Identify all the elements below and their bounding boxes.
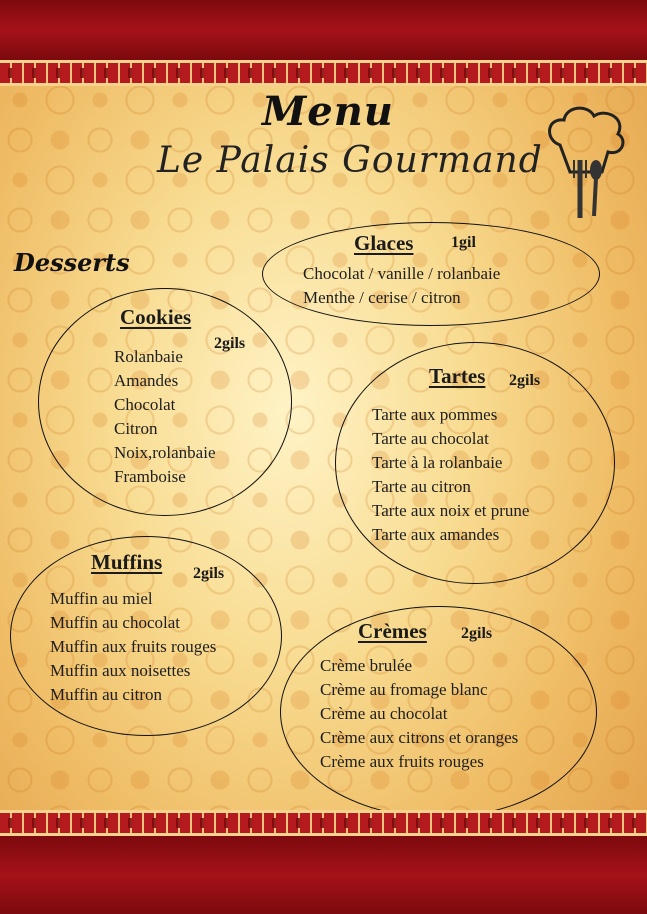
menu-title: Menu (262, 88, 394, 135)
tartes-list (372, 403, 529, 547)
list-item: Rolanbaie (114, 347, 183, 366)
list-item: Crème brulée (320, 656, 413, 675)
list-item: Muffin au chocolat (50, 613, 180, 632)
list-item: Tarte au chocolat (372, 429, 489, 448)
muffins-price: 2gils (193, 565, 225, 582)
list-item: Crème aux citrons et oranges (320, 728, 519, 747)
list-item: Muffin aux fruits rouges (50, 637, 217, 656)
list-item: Menthe / cerise / citron (303, 288, 461, 307)
list-item: Chocolat (114, 395, 176, 414)
list-item: Tarte au citron (372, 477, 471, 496)
list-item: Noix,rolanbaie (114, 443, 216, 462)
list-item: Muffin au citron (50, 685, 163, 704)
section-title-desserts: Desserts (14, 248, 130, 277)
cremes-price: 2gils (461, 625, 493, 642)
muffins-list (50, 587, 216, 707)
muffins-heading: Muffins (91, 550, 163, 574)
list-item: Chocolat / vanille / rolanbaie (303, 264, 501, 283)
list-item: Citron (114, 419, 158, 438)
top-red-band (0, 0, 647, 60)
list-item: Crème au fromage blanc (320, 680, 488, 699)
list-item: Crème aux fruits rouges (320, 752, 484, 771)
cookies-price: 2gils (214, 335, 246, 352)
list-item: Framboise (114, 467, 186, 486)
tartes-price: 2gils (509, 372, 541, 389)
bottom-ornament-border (0, 810, 647, 836)
list-item: Amandes (114, 371, 179, 390)
list-item: Tarte aux noix et prune (372, 501, 530, 520)
cremes-list (320, 654, 518, 774)
list-item: Tarte à la rolanbaie (372, 453, 503, 472)
glaces-list (303, 262, 500, 310)
list-item: Muffin au miel (50, 589, 153, 608)
chef-hat-icon (540, 100, 630, 220)
cookies-heading: Cookies (120, 305, 192, 329)
glaces-price: 1gil (451, 234, 476, 251)
top-ornament-border (0, 60, 647, 86)
restaurant-name: Le Palais Gourmand (157, 140, 543, 181)
list-item: Muffin aux noisettes (50, 661, 191, 680)
bottom-red-band (0, 836, 647, 914)
tartes-heading: Tartes (429, 364, 486, 388)
glaces-heading: Glaces (354, 231, 414, 255)
list-item: Crème au chocolat (320, 704, 448, 723)
list-item: Tarte aux pommes (372, 405, 498, 424)
cookies-list (114, 345, 216, 489)
list-item: Tarte aux amandes (372, 525, 500, 544)
cremes-heading: Crèmes (358, 619, 427, 643)
